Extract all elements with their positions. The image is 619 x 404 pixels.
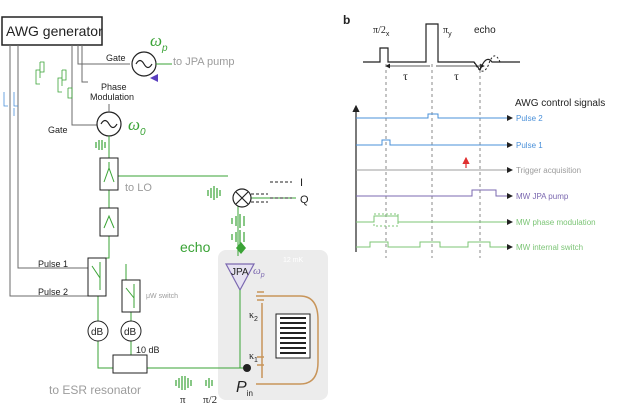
awg-generator-title: AWG generator <box>6 23 103 39</box>
coupler-10db-label: 10 dB <box>136 345 160 355</box>
pulse2-label: Pulse 2 <box>38 287 69 297</box>
tau-1-label: τ <box>403 69 408 83</box>
signal-trace-6 <box>356 242 512 247</box>
echo-label: echo <box>180 239 211 255</box>
signal-trace-2 <box>356 140 512 145</box>
signal-label-6: MW internal switch <box>516 243 584 252</box>
to-lo-label: to LO <box>125 182 152 194</box>
signal-label-3: Trigger acquisition <box>516 166 582 175</box>
pulse1-label: Pulse 1 <box>38 259 69 269</box>
pi-y-label: $\pi_y$ <box>443 25 452 38</box>
signal-label-1: Pulse 2 <box>516 114 543 123</box>
coupler-10db <box>113 355 147 373</box>
pulse-glyph-top <box>96 140 105 150</box>
pump-arrow-icon <box>150 74 158 82</box>
signal-trace-1 <box>356 114 512 118</box>
mixer-i-label: I <box>300 177 304 189</box>
kappa2-label: $\kappa_2$ <box>249 310 258 323</box>
modulation-waveforms <box>4 62 72 116</box>
signal-label-5: MW phase modulation <box>516 218 596 227</box>
pi-half-x-label: $\pi/2_x$ <box>373 25 390 38</box>
omega-0-symbol: $\omega_0$ <box>128 115 146 138</box>
temperature-label: 12 mK <box>283 257 304 264</box>
signal-labels <box>516 114 596 252</box>
phase-label: Phase <box>101 82 127 92</box>
attenuator-2-label: dB <box>124 327 137 338</box>
switch-box-1 <box>88 258 106 296</box>
pi-half-pulse-glyph <box>206 378 212 388</box>
switch-box-2 <box>122 280 140 312</box>
mixer-outputs <box>251 182 292 202</box>
gate-mid-label: Gate <box>48 125 68 135</box>
input-port-dot <box>243 364 251 372</box>
modulation-label: Modulation <box>90 92 135 102</box>
awg-control-title: AWG control signals <box>515 98 606 109</box>
signal-traces <box>356 114 512 247</box>
to-jpa-pump-label: to JPA pump <box>173 56 235 68</box>
jpa-label: JPA <box>231 267 249 278</box>
signal-label-2: Pulse 1 <box>516 141 543 150</box>
lo-pulse-glyph <box>208 186 220 200</box>
echo-dashed-shape <box>474 56 500 71</box>
signal-label-4: MW JPA pump <box>516 192 569 201</box>
panel-b-letter: b <box>343 13 351 27</box>
pi-label: π <box>180 394 186 404</box>
kappa1-label: $\kappa_1$ <box>249 351 258 364</box>
spiral-resonator <box>276 314 310 358</box>
jpa-omega-label: $\omega_p$ <box>253 265 265 279</box>
mixer-q-label: Q <box>300 194 309 206</box>
uw-switch-label: μW switch <box>146 293 179 300</box>
pi-half-label: π/2 <box>203 394 218 404</box>
signal-trace-4 <box>356 190 512 196</box>
omega-p-symbol: $\omega_p$ <box>150 31 168 54</box>
echo-sequence-label: echo <box>474 25 496 36</box>
to-esr-label: to ESR resonator <box>49 383 142 397</box>
gate-top-label: Gate <box>106 53 126 63</box>
pi-pulse-glyph <box>176 376 191 390</box>
tau-2-label: τ <box>454 69 459 83</box>
p-in-label: $P_{in}$ <box>236 379 253 398</box>
splitter-box-2 <box>100 208 118 236</box>
signal-trace-5 <box>356 216 512 222</box>
attenuator-1-label: dB <box>91 327 104 338</box>
